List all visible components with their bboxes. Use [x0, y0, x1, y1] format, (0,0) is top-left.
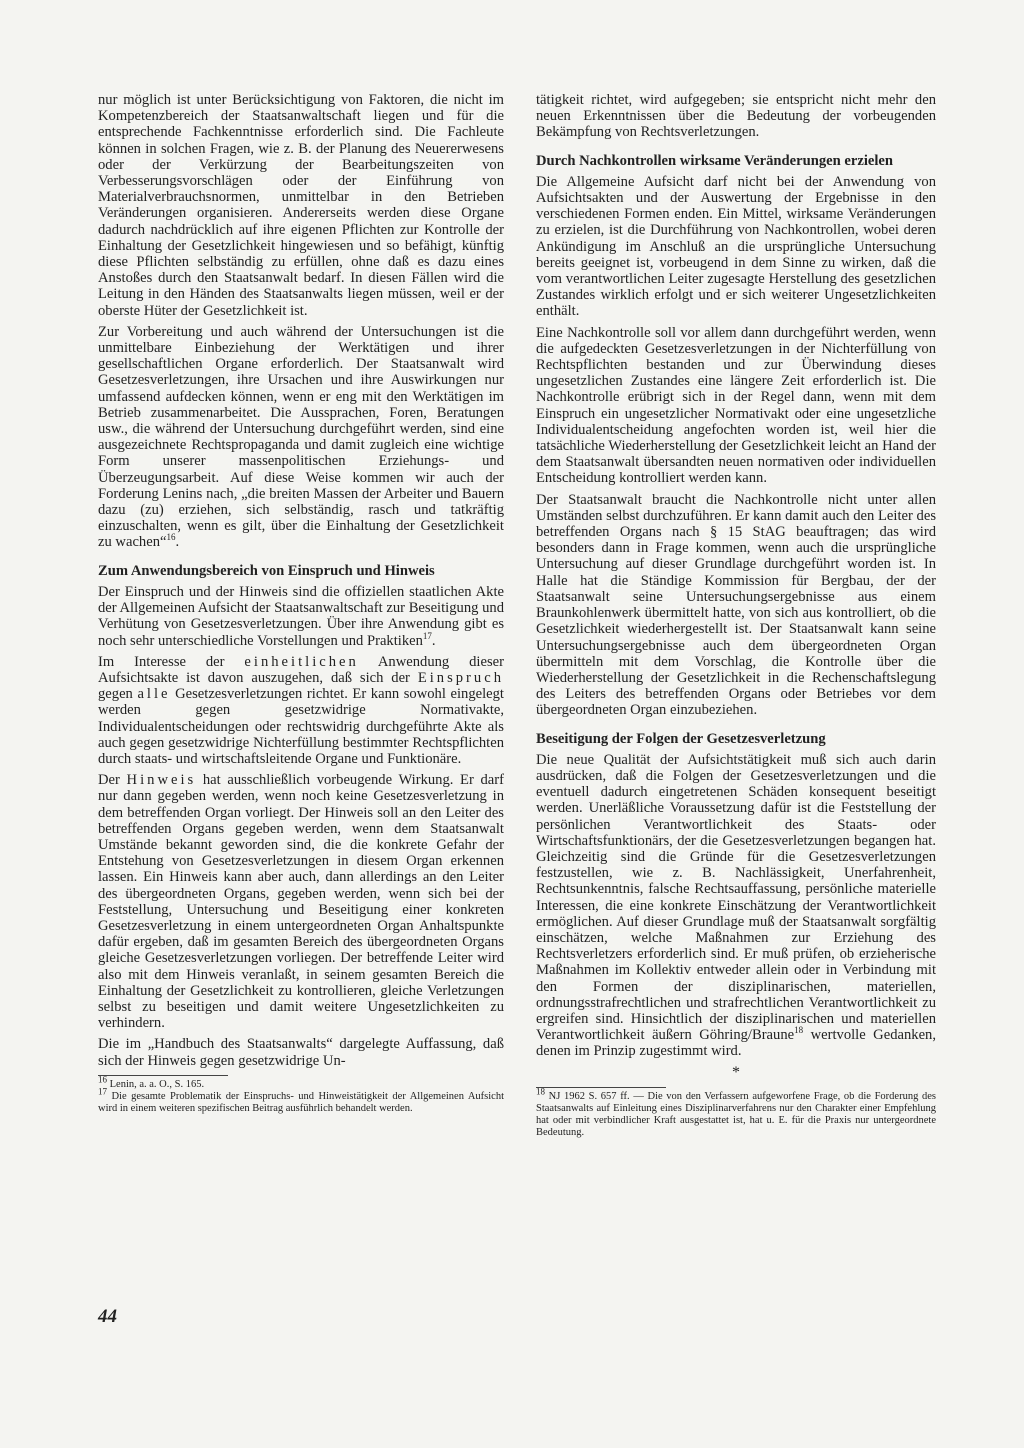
paragraph-text: Zur Vorbereitung und auch während der Untersuchungen ist die unmittelbare Einbeziehung der Werktätigen und ihrer gesellschaftlichen Organe erforderlich. Der Staatsanwalt wird Gesetzesverletzungen, ihre Ursachen und ihre Auswirkungen nur umfassend aufdecken können, wenn er eng mit den Werktätigen im Betrieb zusammenarbeitet. Die Aussprachen, Foren, Beratungen usw., die während der Untersuchung durchgeführt werden, sind eine ausgezeichnete Rechtspropaganda und damit zugleich eine wichtige Form unserer massenpolitischen Erziehungs- und Überzeugungsarbeit. Auf diese Weise kommen wir auch der Forderung Lenins nach, „die breiten Massen der Arbeiter und Bauern dazu (zu) erziehen, sich selbständig, rasch und tatkräftig einzuschalten, wenn es gilt, über die Einhaltung der Gesetzlichkeit zu wachen“ [98, 323, 504, 551]
paragraph-end: wertvolle Gedanken, denen im Prinzip zugestimmt wird. [536, 1027, 936, 1060]
paragraph-text: hat ausschließlich vorbeugende Wirkung. Er darf nur dann gegeben werden, wenn noch keine Gesetzesverletzung in dem betreffenden Organ vorliegt. Der Hinweis soll an den Leiter des betreffenden Organs gegeben werden, wenn dem Staatsanwalt Umstände bekannt geworden sind, die die konkrete Gefahr der Entstehung von Gesetzesverletzungen in diesem Organ erkennen lassen. Ein Hinweis kann aber auch, dann allerdings an den Leiter des übergeordneten Organs, gegeben werden, wenn sich bei der Feststellung, Untersuchung und Beseitigung einer konkreten Gesetzesverletzung in einem untergeordneten Organ Anhaltspunkte dafür ergeben, daß im gesamten Bereich des übergeordneten Organs gleiche Gesetzesverletzungen vorliegen. Der betreffende Leiter wird also mit dem Hinweis veranlaßt, in seinem gesamten Bereich die Einhaltung der Gesetzlichkeit zu kontrollieren, gleiche Verletzungen selbst zu beseitigen und damit weitere Ungesetzlichkeiten zu verhindern. [98, 772, 504, 1032]
right-column [536, 92, 936, 1139]
left-column [98, 92, 504, 1115]
section-separator-star: * [732, 1063, 740, 1081]
footnote-ref: 16 [166, 532, 176, 543]
paragraph: Die im „Handbuch des Staatsanwalts“ dargelegte Auffassung, daß sich der Hinweis gegen gesetzwidrige Un- [98, 1036, 504, 1069]
section-heading: Beseitigung der Folgen der Gesetzesverletzung [536, 730, 826, 747]
paragraph-text: gegen [98, 686, 138, 703]
footnote-text: Die gesamte Problematik der Einspruchs- und Hinweistätigkeit der Allgemeinen Aufsicht wird in einem weiteren spezifischen Beitrag ausführlich behandelt werden. [98, 1090, 504, 1114]
paragraph [98, 654, 504, 767]
footnote-text: Lenin, a. a. O., S. 165. [107, 1078, 205, 1090]
footnote [98, 1086, 504, 1115]
footnote [98, 1074, 504, 1091]
section-heading: Zum Anwendungsbereich von Einspruch und Hinweis [98, 562, 435, 579]
paragraph-text: Die neue Qualität der Aufsichtstätigkeit muß sich auch darin ausdrücken, daß die Folgen der Gesetzesverletzungen und die eventuell dadurch eingetretenen Schäden konsequent beseitigt werden. Unerläßliche Voraussetzung dafür ist die Feststellung der persönlichen Verantwortlichkeit des Staats- oder Wirtschaftsfunktionärs, der die Gesetzesverletzungen begangen hat. Gleichzeitig sind die Gründe für die Gesetzesverletzungen festzustellen, wie z. B. Nachlässigkeit, Unerfahrenheit, Rechtsunkenntnis, falsche Rechtsauffassung, persönliche materielle Interessen, die eine konkrete Einschätzung der Verantwortlichkeit ermöglichen. Auf dieser Grundlage muß der Staatsanwalt sorgfältig einschätzen, welche Maßnahmen zur Erziehung des Rechtsverletzers erforderlich sind. Er muß prüfen, ob erzieherische Maßnahmen im Kollektiv entweder allein oder in Verbindung mit den Formen der disziplinarischen, materiellen, ordnungsstrafrechtlichen und strafrechtlichen Verantwortlichkeit zu ergreifen sind. Hinsichtlich der disziplinarischen und materiellen Verantwortlichkeit äußern Göhring/Braune [536, 751, 936, 1044]
paragraph [98, 772, 504, 1031]
paragraph: Der Staatsanwalt braucht die Nachkontrolle nicht unter allen Umständen selbst durchzuführen. Er kann damit auch den Leiter des betreffenden Organs nach § 15 StAG beauftragen; das wird besonders dann in Frage kommen, wenn auch die ursprüngliche Untersuchung auf dieser Grundlage durchgeführt worden ist. In Halle hat die Ständige Kommission für Bergbau, der der Staatsanwalt seine Untersuchungsergebnisse aus einem Braunkohlenwerk übermittelt hatte, von sich aus kontrolliert, ob die Gesetzlichkeit wiederhergestellt ist. Der Staatsanwalt kann seine Untersuchungsergebnisse auch dem übergeordneten Organ übermitteln mit dem Vorschlag, die Kontrolle über die Wiederherstellung der Gesetzlichkeit in die Rechenschaftslegung des Leiters des betreffenden Organs oder Betriebes vor dem übergeordneten Organ einzubeziehen. [536, 491, 936, 719]
paragraph [98, 584, 504, 649]
paragraph-text: Im Interesse der [98, 653, 245, 670]
paragraph-text: Anwendung dieser Aufsichtsakte ist davon auszugehen, daß sich der [98, 653, 504, 686]
section-heading: Durch Nachkontrollen wirksame Veränderungen erzielen [536, 152, 893, 169]
footnote-text: NJ 1962 S. 657 ff. — Die von den Verfassern aufgeworfene Frage, ob die Forderung des Staatsanwalts auf Einleitung eines Disziplinarverfahrens nur den Charakter einer Empfehlung hat oder mit verbindlicher Kraft ausgestattet ist, hat u. E. für die Praxis nur untergeordnete Bedeutung. [536, 1090, 936, 1138]
spaced-emphasis: einheitlichen [244, 653, 359, 670]
paragraph: Die Allgemeine Aufsicht darf nicht bei der Anwendung von Aufsichtsakten und der Auswertung der Ergebnisse in den verschiedenen Formen enden. Ein Mittel, wirksame Veränderungen zu erzielen, ist die Durchführung von Nachkontrollen, wobei deren Ankündigung im Anschluß an die ursprüngliche Untersuchung bereits geeignet ist, vorbeugend in dem Sinne zu wirken, daß die vom verantwortlichen Leiter zugesagte Herstellung des gesetzlichen Zustandes wirklich erfolgt und er sich weiterer Ungesetzlichkeiten enthält. [536, 173, 936, 320]
footnote-ref: 18 [794, 1025, 804, 1036]
footnote-divider [98, 1075, 228, 1076]
spaced-emphasis: Einspruch [417, 669, 504, 686]
spaced-emphasis: alle [137, 686, 171, 703]
paragraph-text: Der [98, 772, 127, 789]
footnote-divider [536, 1087, 666, 1088]
paragraph-text: Gesetzesverletzungen richtet. Er kann sowohl eingelegt werden gegen gesetzwidrige Normativakte, Individualentscheidungen oder rechtswidrig durchgeführte Akte als auch gegen gesetzwidrige Nichterfüllung bestimmter Rechtspflichten durch staats- und wirtschaftsleitende Organe und Funktionäre. [98, 686, 504, 767]
footnote [536, 1086, 936, 1139]
footnote-number: 17 [98, 1086, 107, 1097]
paragraph: Eine Nachkontrolle soll vor allem dann durchgeführt werden, wenn die aufgedeckten Gesetzesverletzungen in der Nichterfüllung von Rechtspflichten bestanden und zur Überwindung dieses ungesetzlichen Zustandes eine längere Zeit erforderlich ist. Die Nachkontrolle erübrigt sich in der Regel dann, wenn mit dem Einspruch ein ungesetzlicher Normativakt oder eine ungesetzliche Individualentscheidung angefochten worden ist, weil hier die tatsächliche Wiederherstellung der Gesetzlichkeit leicht an Hand der dem Staatsanwalt übersandten neuen normativen oder individuellen Entscheidung kontrolliert werden kann. [536, 324, 936, 487]
paragraph-end: . [175, 534, 180, 551]
footnote-number: 18 [536, 1086, 545, 1097]
page-number: 44 [98, 1306, 117, 1327]
paragraph [98, 324, 504, 551]
paragraph [536, 752, 936, 1060]
paragraph-end: . [431, 632, 436, 649]
footnote-ref: 17 [422, 630, 432, 641]
paragraph: tätigkeit richtet, wird aufgegeben; sie entspricht nicht mehr den neuen Erkenntnissen über die Bedeutung der vorbeugenden Bekämpfung von Rechtsverletzungen. [536, 92, 936, 141]
paragraph-text: Der Einspruch und der Hinweis sind die offiziellen staatlichen Akte der Allgemeinen Aufsicht der Staatsanwaltschaft zur Beseitigung und Verhütung von Gesetzesverletzungen. Über ihre Anwendung gibt es noch sehr unterschiedliche Vorstellungen und Praktiken [98, 583, 504, 649]
paragraph: nur möglich ist unter Berücksichtigung von Faktoren, die nicht im Kompetenzbereich der Staatsanwaltschaft liegen und für die entsprechende Fachkenntnisse erforderlich sind. Die Fachleute können in solchen Fragen, wie z. B. der Planung des Neuererwesens oder der Verkürzung der Bearbeitungszeiten von Verbesserungsvorschlägen oder der Einführung von Materialverbrauchsnormen, unmittelbar in den Betrieben Veränderungen organisieren. Andererseits werden diese Organe dadurch nachdrücklich auf ihre eigenen Pflichten zur Kontrolle der Einhaltung der Gesetzlichkeit hingewiesen und so befähigt, künftig diese Pflichten selbständig zu erfüllen, ohne daß es dazu eines Anstoßes durch den Staatsanwalt bedarf. In diesen Fällen wird die Leitung in den Händen des Staatsanwalts liegen müssen, weil er der oberste Hüter der Gesetzlichkeit ist. [98, 92, 504, 319]
spaced-emphasis: Hinweis [126, 772, 197, 789]
footnote-number: 16 [98, 1074, 107, 1085]
